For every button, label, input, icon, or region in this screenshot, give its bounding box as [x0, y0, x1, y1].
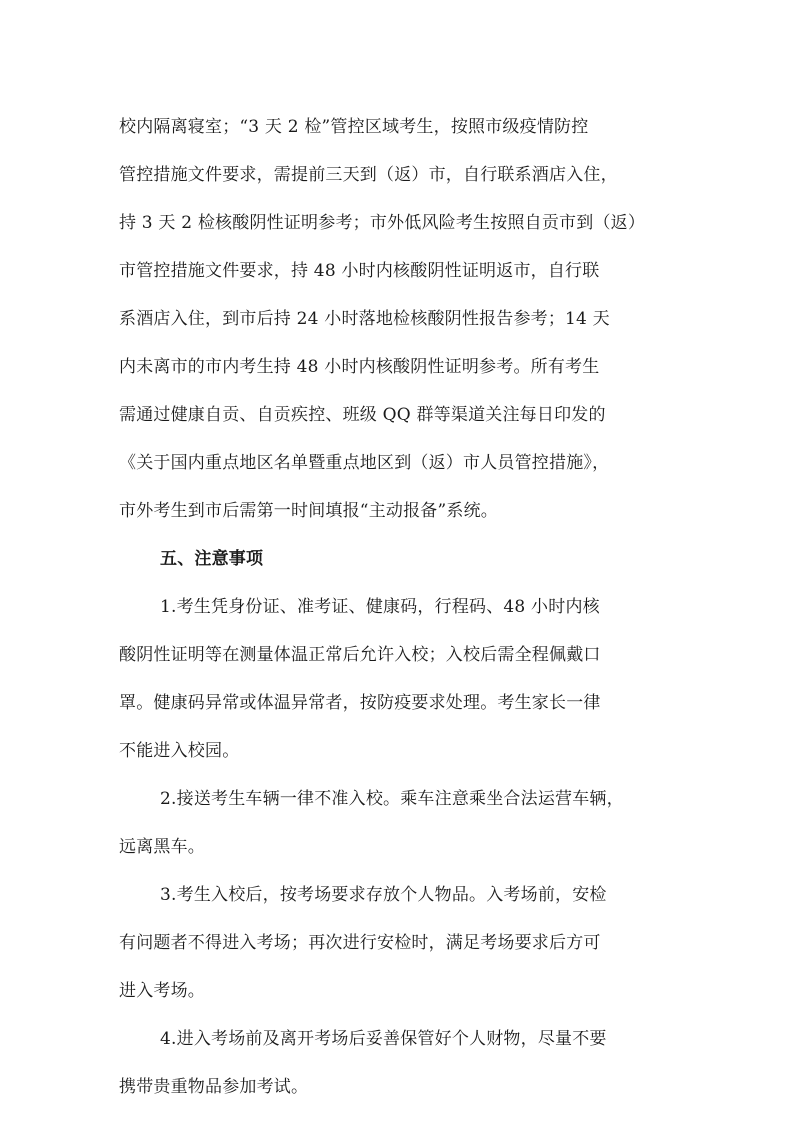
- paragraph-line: 市管控措施文件要求，持 48 小时内核酸阴性证明返市，自行联: [119, 261, 600, 281]
- section-heading: 五、注意事项: [160, 549, 264, 569]
- item-2-line: 2.接送考生车辆一律不准入校。乘车注意乘坐合法运营车辆，: [160, 789, 624, 809]
- paragraph-line: 持 3 天 2 检核酸阴性证明参考；市外低风险考生按照自贡市到（返）: [119, 213, 646, 233]
- paragraph-line: 《关于国内重点地区名单暨重点地区到（返）市人员管控措施》，: [119, 453, 610, 473]
- paragraph-line: 市外考生到市后需第一时间填报“主动报备”系统。: [119, 501, 498, 521]
- item-3-line: 3.考生入校后，按考场要求存放个人物品。入考场前，安检: [160, 885, 607, 905]
- item-3-line: 进入考场。: [119, 981, 205, 1001]
- item-4-line: 携带贵重物品参加考试。: [119, 1077, 309, 1097]
- item-2-line: 远离黑车。: [119, 837, 205, 857]
- item-1-line: 酸阴性证明等在测量体温正常后允许入校；入校后需全程佩戴口: [119, 645, 601, 665]
- paragraph-line: 管控措施文件要求，需提前三天到（返）市，自行联系酒店入住，: [119, 165, 618, 185]
- item-4-line: 4.进入考场前及离开考场后妥善保管好个人财物，尽量不要: [160, 1029, 607, 1049]
- paragraph-line: 需通过健康自贡、自贡疾控、班级 QQ 群等渠道关注每日印发的: [119, 405, 606, 425]
- item-1-line: 1.考生凭身份证、准考证、健康码，行程码、48 小时内核: [160, 597, 600, 617]
- paragraph-line: 系酒店入住，到市后持 24 小时落地检核酸阴性报告参考；14 天: [119, 309, 610, 329]
- item-1-line: 罩。健康码异常或体温异常者，按防疫要求处理。考生家长一律: [119, 693, 601, 713]
- item-3-line: 有问题者不得进入考场；再次进行安检时，满足考场要求后方可: [119, 933, 601, 953]
- paragraph-line: 校内隔离寝室；“3 天 2 检”管控区域考生，按照市级疫情防控: [119, 117, 589, 137]
- item-1-line: 不能进入校园。: [119, 741, 240, 761]
- paragraph-line: 内未离市的市内考生持 48 小时内核酸阴性证明参考。所有考生: [119, 357, 600, 377]
